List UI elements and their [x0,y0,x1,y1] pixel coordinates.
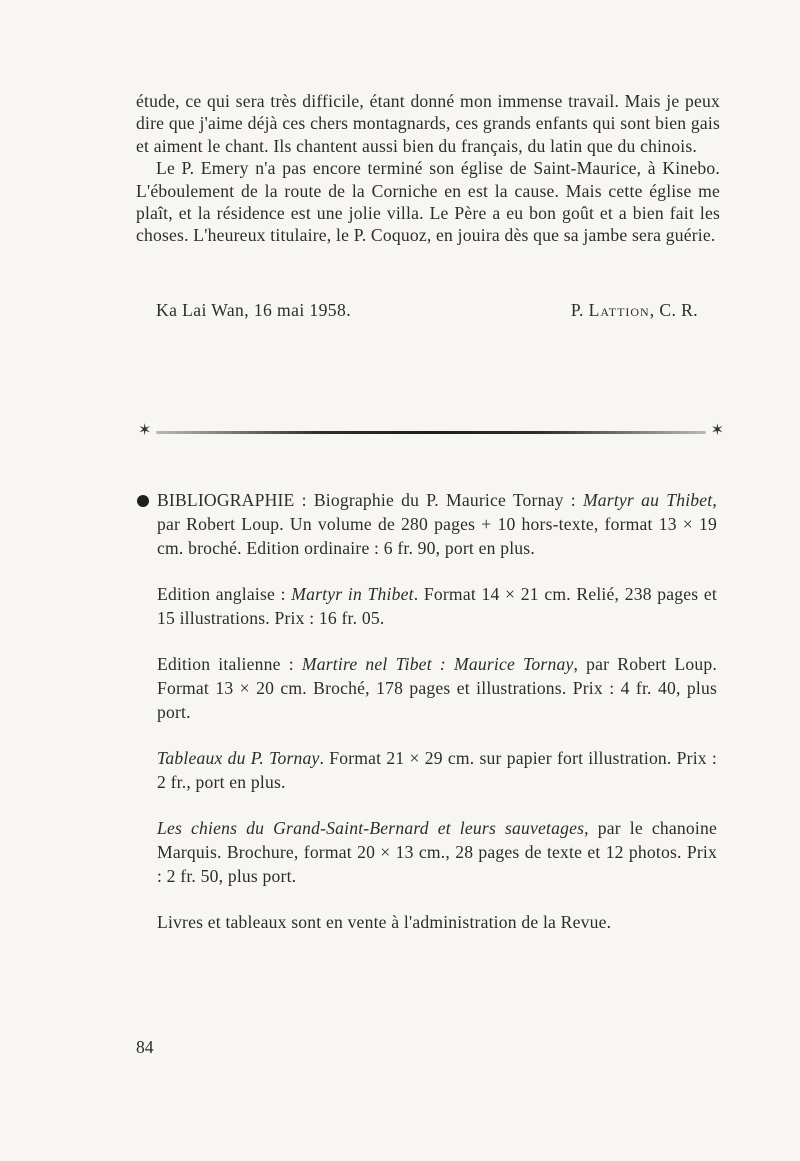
bullet-icon [137,495,149,507]
bibliography-entry: BIBLIOGRAPHIE : Biographie du P. Maurice Tornay : Martyr au Thibet, par Robert Loup. Un volume de 280 pages + 10 hors-texte, format 13 × 19 cm. broché. Edition ordinaire : 6 fr. 90, port en plus. [157,488,717,560]
bibliography-entry: Les chiens du Grand-Saint-Bernard et leurs sauvetages, par le chanoine Marquis. Brochure, format 20 × 13 cm., 28 pages de texte et 12 photos. Prix : 2 fr. 50, plus port. [157,818,717,886]
star-ornament-icon: ✶ [138,422,152,439]
author-signature: P. Lattion, C. R. [570,300,698,320]
bibliography-section [157,488,717,956]
letter-body [136,90,720,247]
bibliography-entry: Edition anglaise : Martyr in Thibet. Format 14 × 21 cm. Relié, 238 pages et 15 illustrations. Prix : 16 fr. 05. [157,584,717,628]
place-date: Ka Lai Wan, 16 mai 1958. [156,300,351,320]
paragraph: Le P. Emery n'a pas encore terminé son église de Saint-Maurice, à Kinebo. L'éboulement de la route de la Corniche en est la cause. Mais cette église me plaît, et la résidence est une jolie villa. Le Père a eu bon goût et a bien fait les choses. L'heureux titulaire, le P. Coquoz, en jouira dès que sa jambe sera guérie. [136,158,720,246]
book-title: Les chiens du Grand-Saint-Bernard et leurs sauvetages [157,818,585,838]
bibliography-note: Livres et tableaux sont en vente à l'administration de la Revue. [157,912,612,932]
section-heading: BIBLIOGRAPHIE : [157,490,314,510]
star-ornament-icon: ✶ [710,422,724,439]
book-title: Martire nel Tibet : Maurice Tornay [301,654,574,674]
paragraph: étude, ce qui sera très difficile, étant donné mon immense travail. Mais je peux dire que j'aime déjà ces chers montagnards, ces grands enfants qui sont bien gais et aiment le chant. Ils chantent aussi bien du français, du latin que du chinois. [136,91,720,156]
book-title: Martyr in Thibet [291,584,414,604]
book-title: Tableaux du P. Tornay [157,748,320,768]
book-title: Martyr au Thibet [582,490,713,510]
page-number: 84 [136,1037,154,1057]
bibliography-entry: Tableaux du P. Tornay. Format 21 × 29 cm. sur papier fort illustration. Prix : 2 fr., port en plus. [157,748,717,792]
bibliography-entry: Edition italienne : Martire nel Tibet : Maurice Tornay, par Robert Loup. Format 13 × 20 cm. Broché, 178 pages et illustrations. Prix : 4 fr. 40, plus port. [157,654,717,722]
divider-rule [156,431,706,434]
section-divider [138,424,724,440]
signature-line [156,300,698,321]
